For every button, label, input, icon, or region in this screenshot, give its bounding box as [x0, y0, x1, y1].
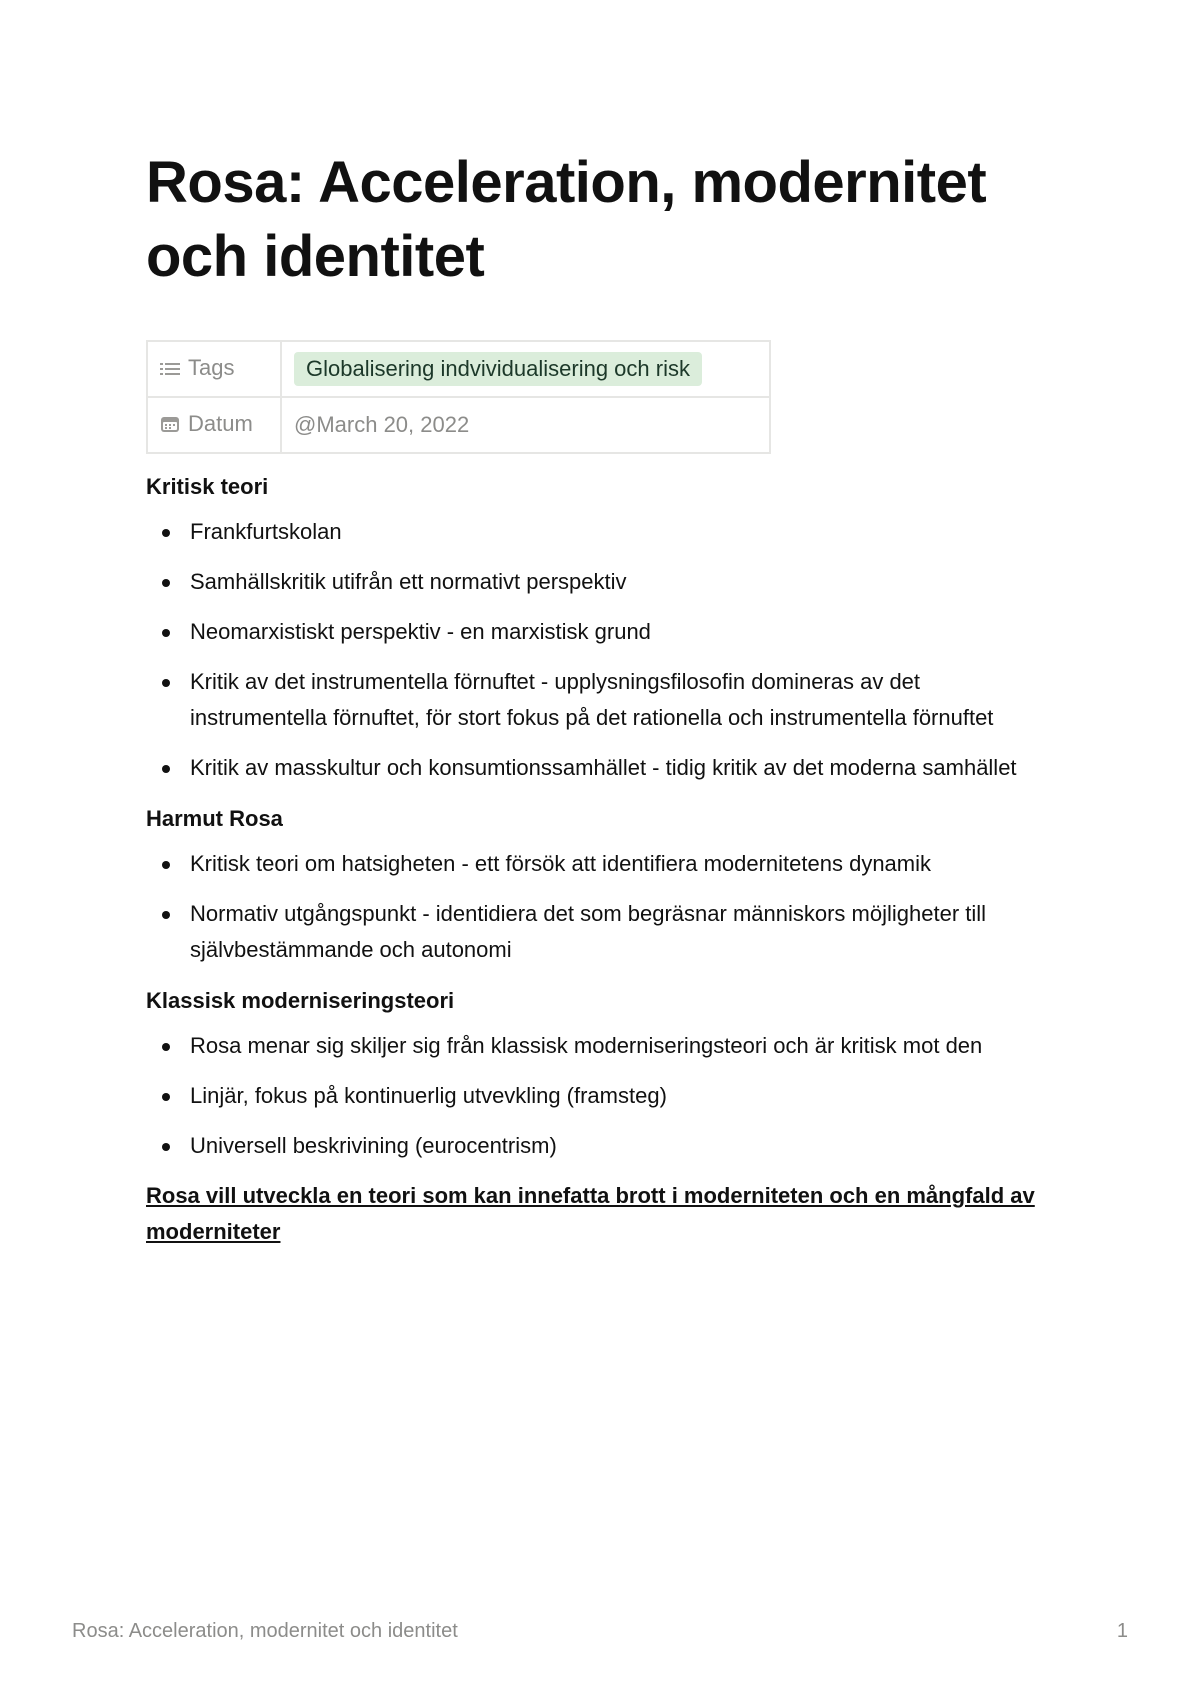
- properties-table: [146, 340, 771, 454]
- bullet-list-klassisk-moderniseringsteori: [146, 1028, 1054, 1164]
- tag-badge[interactable]: Globalisering indvividualisering och risk: [294, 352, 702, 386]
- property-label-datum: Datum: [188, 411, 253, 437]
- list-item: Frankfurtskolan: [146, 514, 1054, 550]
- list-item: Kritisk teori om hatsigheten - ett försök att identifiera modernitetens dynamik: [146, 846, 1054, 882]
- calendar-icon: [160, 413, 180, 439]
- property-value-datum: [281, 397, 770, 453]
- section-heading-kritisk-teori: Kritisk teori: [146, 474, 269, 499]
- bullet-list-kritisk-teori: [146, 514, 1054, 786]
- list-item: Samhällskritik utifrån ett normativt perspektiv: [146, 564, 1054, 600]
- list-item: Neomarxistiskt perspektiv - en marxistisk grund: [146, 614, 1054, 650]
- page-footer: [72, 1620, 1128, 1643]
- list-item: Rosa menar sig skiljer sig från klassisk moderniseringsteori och är kritisk mot den: [146, 1028, 1054, 1064]
- footer-title: Rosa: Acceleration, modernitet och identitet: [72, 1620, 458, 1642]
- section-heading-klassisk-moderniseringsteori: Klassisk moderniseringsteori: [146, 988, 455, 1013]
- list-item: Linjär, fokus på kontinuerlig utvevkling (framsteg): [146, 1078, 1054, 1114]
- list-item: Kritik av det instrumentella förnuftet - upplysningsfilosofin domineras av det instrumentella förnuftet, för stort fokus på det rationella och instrumentella förnuftet: [146, 664, 1054, 736]
- property-row-datum: [147, 397, 770, 453]
- list-item: Universell beskrivining (eurocentrism): [146, 1128, 1054, 1164]
- conclusion-text: Rosa vill utveckla en teori som kan innefatta brott i moderniteten och en mångfald av moderniteter: [146, 1183, 1035, 1244]
- list-icon: [160, 357, 180, 383]
- date-value[interactable]: @March 20, 2022: [294, 412, 470, 437]
- property-label-tags: Tags: [188, 355, 235, 381]
- page-title: Rosa: Acceleration, modernitet och identitet: [146, 150, 987, 289]
- document-content: [146, 146, 1054, 1250]
- page-number: 1: [1116, 1620, 1128, 1642]
- bullet-list-harmut-rosa: [146, 846, 1054, 968]
- list-item: Kritik av masskultur och konsumtionssamhället - tidig kritik av det moderna samhället: [146, 750, 1054, 786]
- property-row-tags: [147, 341, 770, 397]
- property-key-datum: [147, 397, 281, 453]
- property-key-tags: [147, 341, 281, 397]
- list-item: Normativ utgångspunkt - identidiera det som begräsnar människors möjligheter till självbestämmande och autonomi: [146, 896, 1054, 968]
- property-value-tags: [281, 341, 770, 397]
- section-heading-harmut-rosa: Harmut Rosa: [146, 806, 283, 831]
